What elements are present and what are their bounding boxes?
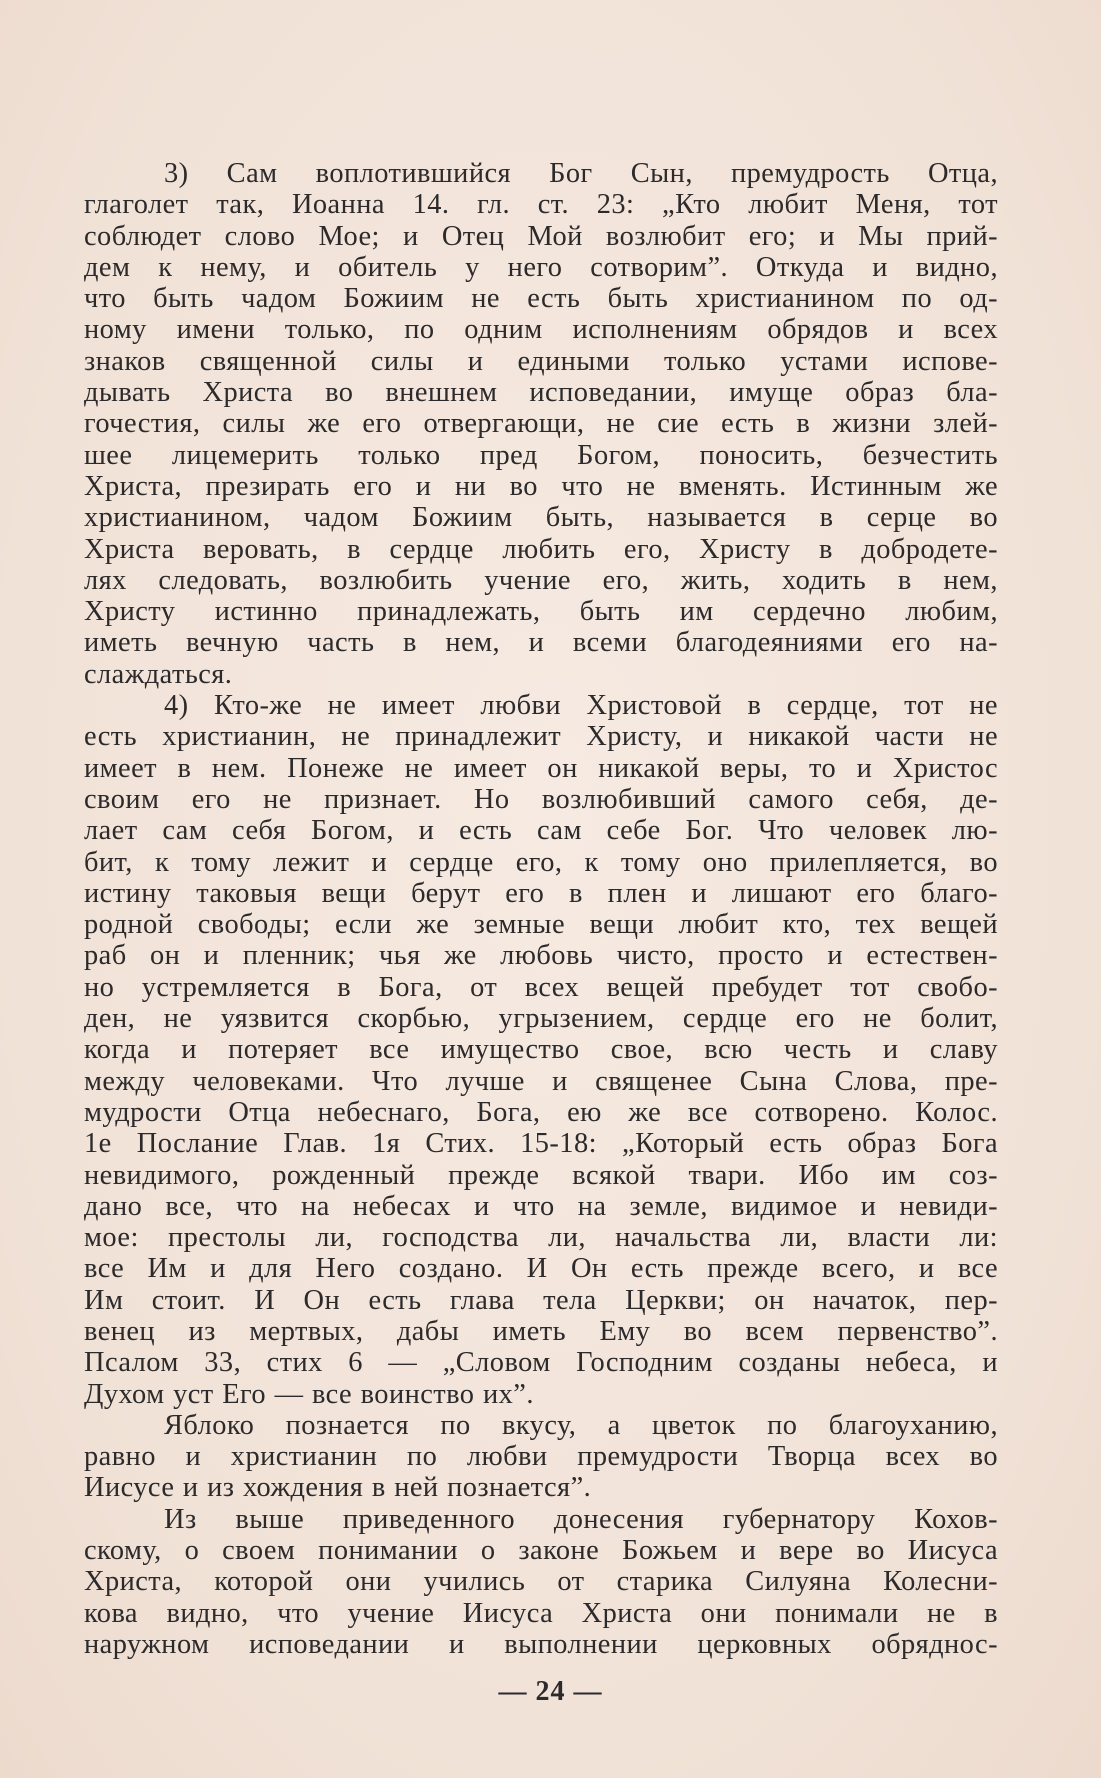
text-line: венец из мертвых, дабы иметь Ему во всем первенство”. (84, 1315, 998, 1347)
text-line: но устремляется в Бога, от всех вещей пребудет тот свобо- (84, 971, 998, 1003)
text-line: ден, не уязвится скорбью, угрызением, сердце его не болит, (84, 1003, 998, 1035)
text-line: дем к нему, и обитель у него сотворим”. Откуда и видно, (84, 251, 998, 283)
text-line: что быть чадом Божиим не есть быть христианином по од- (84, 283, 998, 315)
text-line: Христа, презирать его и ни во что не вменять. Истинным же (84, 470, 998, 502)
text-line: дано все, что на небесах и что на земле, видимое и невиди- (84, 1190, 998, 1222)
text-line: есть христианин, не принадлежит Христу, и никакой части не (84, 721, 998, 753)
text-line: Духом уст Его — все воинство их”. (84, 1378, 534, 1410)
text-line: глаголет так, Иоанна 14. гл. ст. 23: „Кто любит Меня, тот (84, 189, 998, 221)
text-line: раб он и пленник; чья же любовь чисто, просто и естествен- (84, 940, 998, 972)
page-body-text (84, 158, 998, 1660)
text-line: все Им и для Него создано. И Он есть прежде всего, и все (84, 1253, 998, 1285)
text-line: Им стоит. И Он есть глава тела Церкви; он начаток, пер- (84, 1284, 998, 1316)
text-line: Псалом 33, стих 6 — „Словом Господним созданы небеса, и (84, 1347, 998, 1379)
text-line: лях следовать, возлюбить учение его, жить, ходить в нем, (84, 564, 998, 596)
text-line: кова видно, что учение Иисуса Христа они понимали не в (84, 1597, 998, 1629)
text-line: своим его не признает. Но возлюбивший самого себя, де- (84, 783, 998, 815)
text-line: наружном исповедании и выполнении церковных обряднос- (84, 1628, 998, 1660)
text-line: мое: престолы ли, господства ли, начальства ли, власти ли: (84, 1222, 998, 1254)
text-line: 1е Послание Глав. 1я Стих. 15-18: „Который есть образ Бога (84, 1128, 998, 1160)
text-line: ному имени только, по одним исполнениям обрядов и всех (84, 314, 998, 346)
text-line: дывать Христа во внешнем исповедании, имуще образ бла- (84, 377, 998, 409)
text-line: между человеками. Что лучше и священее Сына Слова, пре- (84, 1065, 998, 1097)
text-line: Христа, которой они учились от старика Силуяна Колесни- (84, 1566, 998, 1598)
text-line: 4) Кто-же не имеет любви Христовой в сердце, тот не (164, 690, 998, 722)
text-line: 3) Сам воплотившийся Бог Сын, премудрость Отца, (164, 158, 998, 189)
text-line: когда и потеряет все имущество свое, всю честь и славу (84, 1034, 998, 1066)
text-line: Иисусе и из хождения в ней познается”. (84, 1472, 592, 1504)
page-number: — 24 — (498, 1676, 603, 1707)
text-line: лает сам себя Богом, и есть сам себе Бог. Что человек лю- (84, 815, 998, 847)
text-line: знаков священной силы и едиными только устами испове- (84, 345, 998, 377)
text-line: гочестия, силы же его отвергающи, не сие есть в жизни злей- (84, 408, 998, 440)
text-line: бит, к тому лежит и сердце его, к тому оно прилепляется, во (84, 846, 998, 878)
text-line: скому, о своем понимании о законе Божьем и вере во Иисуса (84, 1535, 998, 1567)
text-line: шее лицемерить только пред Богом, поносить, безчестить (84, 439, 998, 471)
text-line: родной свободы; если же земные вещи любит кто, тех вещей (84, 909, 998, 941)
text-line: невидимого, рожденный прежде всякой твари. Ибо им соз- (84, 1159, 998, 1191)
text-line: Христа веровать, в сердце любить его, Христу в добродете- (84, 533, 998, 565)
text-line: равно и христианин по любви премудрости Творца всех во (84, 1441, 998, 1473)
text-line: истину таковыя вещи берут его в плен и лишают его благо- (84, 877, 998, 909)
text-line: христианином, чадом Божиим быть, называется в серце во (84, 502, 998, 534)
text-line: мудрости Отца небеснаго, Бога, ею же все сотворено. Колос. (84, 1096, 998, 1128)
text-line: имеет в нем. Понеже не имеет он никакой веры, то и Христос (84, 752, 998, 784)
text-line: иметь вечную часть в нем, и всеми благодеяниями его на- (84, 627, 998, 659)
text-line: слаждаться. (84, 658, 233, 690)
text-line: Из выше приведенного донесения губернатору Кохов- (164, 1503, 998, 1535)
text-line: Яблоко познается по вкусу, а цветок по благоуханию, (164, 1409, 998, 1441)
text-line: Христу истинно принадлежать, быть им сердечно любим, (84, 596, 998, 628)
text-line: соблюдет слово Мое; и Отец Мой возлюбит его; и Мы прий- (84, 220, 998, 252)
